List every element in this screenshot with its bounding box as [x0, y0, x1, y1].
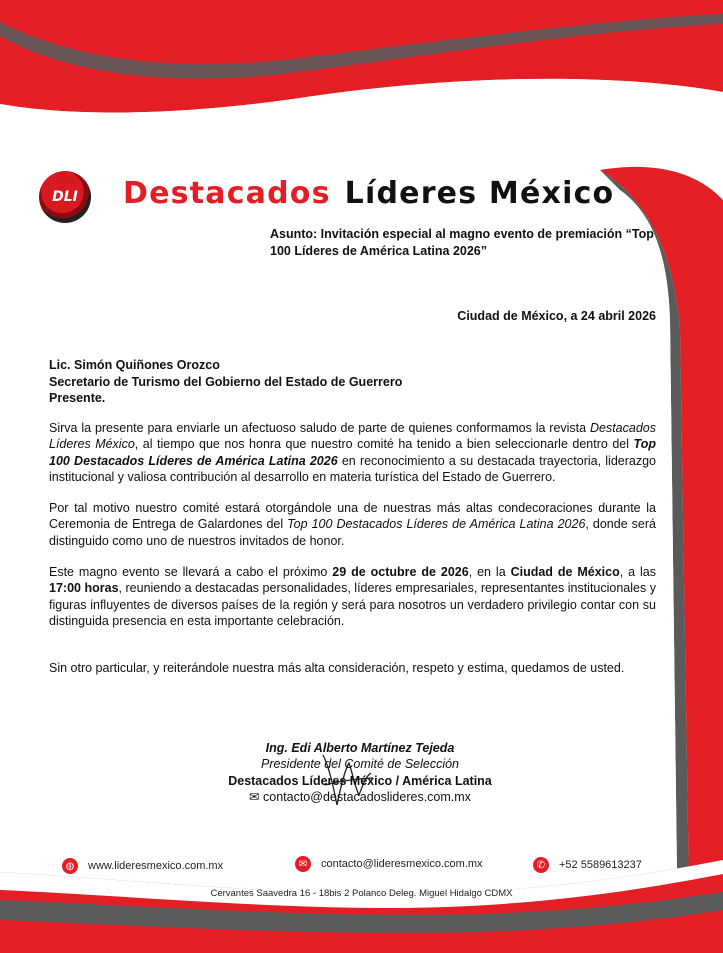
addressee-title: Secretario de Turismo del Gobierno del Estado de Guerrero	[49, 374, 403, 389]
subject-line: Asunto: Invitación especial al magno evento de premiación “Top 100 Líderes de América Latina 2026”	[270, 227, 654, 258]
addressee-block	[49, 357, 402, 407]
footer-email[interactable]: ✉ contacto@lideresmexico.com.mx	[295, 856, 483, 872]
brand-word-1: Destacados	[123, 176, 331, 211]
footer-phone[interactable]: ✆ +52 5589613237	[533, 857, 642, 873]
date-line: Ciudad de México, a 24 abril 2026	[457, 309, 656, 323]
envelope-icon: ✉	[249, 789, 263, 804]
paragraph-1: Sirva la presente para enviarle un afectuoso saludo de parte de quienes conformamos la revista Destacados Líderes México, al tiempo que nos honra que nuestro comité ha tenido a bien seleccionarle dentro del Top 100 Destacados Líderes de América Latina 2026 en reconocimiento a su destacada trayectoria, liderazgo institucional y valiosa contribución al desarrollo en materia turística del Estado de Guerrero.	[49, 421, 657, 484]
signer-email[interactable]: ✉ contacto@destacadoslideres.com.mx	[249, 789, 471, 804]
paragraph-2: Por tal motivo nuestro comité estará otorgándole una de nuestras más altas condecoraciones durante la Ceremonia de Entrega de Galardones del Top 100 Destacados Líderes de América Latina 2026, donde será distinguido como uno de nuestros invitados de honor.	[49, 501, 656, 548]
company-name	[123, 176, 614, 211]
footer-website[interactable]: ◍ www.lideresmexico.com.mx	[62, 858, 223, 874]
closing-paragraph: Sin otro particular, y reiterándole nuestra más alta consideración, respeto y estima, quedamos de usted.	[49, 661, 625, 675]
greeting: Presente.	[49, 391, 106, 405]
addressee-name: Lic. Simón Quiñones Orozco	[49, 358, 220, 372]
globe-icon: ◍	[62, 858, 78, 874]
signature-block	[190, 740, 530, 805]
brand-word-2: Líderes México	[344, 176, 615, 211]
phone-icon: ✆	[533, 857, 549, 873]
signer-name: Ing. Edi Alberto Martínez Tejeda	[265, 741, 455, 755]
signer-role: Presidente del Comité de Selección	[260, 757, 460, 772]
footer-address: Cervantes Saavedra 16 - 18bis 2 Polanco Deleg. Miguel Hidalgo CDMX	[210, 888, 513, 899]
signer-org: Destacados Líderes México / América Latina	[228, 773, 492, 788]
paragraph-3: Este magno evento se llevará a cabo el próximo 29 de octubre de 2026, en la Ciudad de México, a las 17:00 horas, reuniendo a destacadas personalidades, líderes empresariales, representantes institucionales y figuras influyentes de diversos países de la región y será para nosotros un verdadero privilegio contar con su distinguida presencia en esta importante celebración.	[49, 565, 657, 628]
company-logo: DLI	[39, 171, 91, 223]
mail-icon: ✉	[295, 856, 311, 872]
